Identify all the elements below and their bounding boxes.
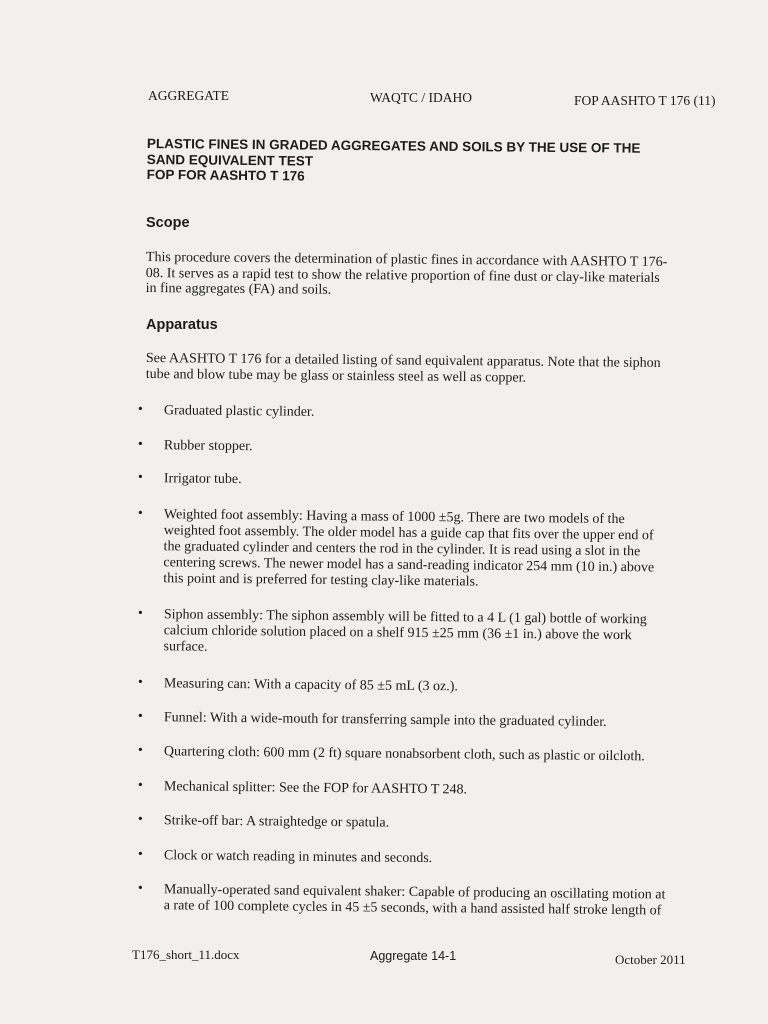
- list-item-text: calcium chloride solution placed on a shelf 915 ±25 mm (36 ±1 in.) above the work: [163, 623, 632, 644]
- bullet-icon: •: [137, 812, 143, 828]
- list-item-text: a rate of 100 complete cycles in 45 ±5 seconds, with a hand assisted half stroke length of: [163, 898, 662, 919]
- footer-page-number: Aggregate 14-1: [370, 949, 457, 963]
- list-item: [137, 881, 738, 919]
- list-item-text: Graduated plastic cylinder.: [163, 403, 315, 420]
- bullet-icon: •: [137, 606, 143, 622]
- list-item-text: this point and is preferred for testing clay-like materials.: [163, 571, 479, 590]
- bullet-icon: •: [137, 437, 143, 453]
- bullet-icon: •: [137, 709, 143, 725]
- list-item-text: Rubber stopper.: [163, 438, 253, 455]
- list-item: [137, 847, 738, 867]
- list-item-text: Funnel: With a wide-mouth for transferring sample into the graduated cylinder.: [163, 710, 607, 730]
- title-line: PLASTIC FINES IN GRADED AGGREGATES AND SOILS BY THE USE OF THE: [146, 136, 641, 156]
- header-center: WAQTC / IDAHO: [370, 90, 472, 105]
- bullet-icon: •: [137, 847, 143, 863]
- paragraph-line: This procedure covers the determination of plastic fines in accordance with AASHTO T 176-: [145, 250, 668, 271]
- list-item-text: Weighted foot assembly: Having a mass of 1000 ±5g. There are two models of the: [163, 507, 625, 528]
- list-item-text: Quartering cloth: 600 mm (2 ft) square nonabsorbent cloth, such as plastic or oilcloth.: [163, 744, 645, 765]
- title-line: SAND EQUIVALENT TEST: [146, 151, 314, 169]
- list-item: [137, 812, 738, 831]
- list-item-text: Measuring can: With a capacity of 85 ±5 mL (3 oz.).: [163, 676, 459, 695]
- bullet-icon: •: [137, 402, 143, 418]
- header-right: FOP AASHTO T 176 (11): [574, 93, 716, 108]
- list-item: [137, 778, 738, 798]
- footer-date: October 2011: [615, 952, 686, 967]
- header-left: AGGREGATE: [148, 88, 229, 103]
- bullet-icon: •: [137, 470, 143, 486]
- list-item: [137, 402, 738, 420]
- bullet-icon: •: [137, 743, 143, 759]
- list-item: [137, 506, 738, 590]
- bullet-icon: •: [137, 675, 143, 691]
- bullet-icon: •: [137, 778, 143, 794]
- list-item-text: Irrigator tube.: [163, 471, 242, 488]
- document-title: [147, 136, 737, 188]
- scope-paragraph: [146, 250, 736, 302]
- list-item-text: Mechanical splitter: See the FOP for AASHTO T 248.: [163, 779, 468, 798]
- list-item-text: Clock or watch reading in minutes and seconds.: [163, 848, 433, 867]
- paragraph-line: See AASHTO T 176 for a detailed listing of sand equivalent apparatus. Note that the siphon: [145, 351, 661, 371]
- list-item: [137, 606, 738, 655]
- bullet-icon: •: [137, 506, 143, 522]
- footer-filename: T176_short_11.docx: [132, 947, 240, 962]
- list-item-text: Siphon assembly: The siphon assembly will be fitted to a 4 L (1 gal) bottle of working: [163, 607, 647, 628]
- list-item: [137, 675, 738, 695]
- paragraph-line: in fine aggregates (FA) and soils.: [145, 280, 332, 298]
- list-item-text: surface.: [163, 639, 208, 655]
- apparatus-heading: Apparatus: [146, 317, 218, 333]
- bullet-icon: •: [137, 881, 143, 897]
- title-line: FOP FOR AASHTO T 176: [146, 166, 305, 184]
- list-item-text: Manually-operated sand equivalent shaker: Capable of producing an oscillating motion at: [163, 882, 666, 903]
- list-item-text: Strike-off bar: A straightedge or spatula.: [163, 813, 390, 831]
- list-item-text: the graduated cylinder and centers the rod in the cylinder. It is read using a slot in the: [163, 539, 641, 560]
- list-item: [137, 743, 738, 765]
- list-item-text: weighted foot assembly. The older model has a guide cap that fits over the upper end of: [163, 523, 654, 544]
- list-item: [137, 437, 738, 455]
- apparatus-paragraph: [146, 351, 736, 388]
- scope-heading: Scope: [146, 215, 190, 231]
- list-item: [137, 709, 738, 730]
- paragraph-line: 08. It serves as a rapid test to show the relative proportion of fine dust or clay-like materials: [145, 265, 660, 286]
- list-item-text: centering screws. The newer model has a sand-reading indicator 254 mm (10 in.) above: [163, 555, 655, 576]
- paragraph-line: tube and blow tube may be glass or stainless steel as well as copper.: [145, 366, 527, 386]
- list-item: [137, 470, 738, 488]
